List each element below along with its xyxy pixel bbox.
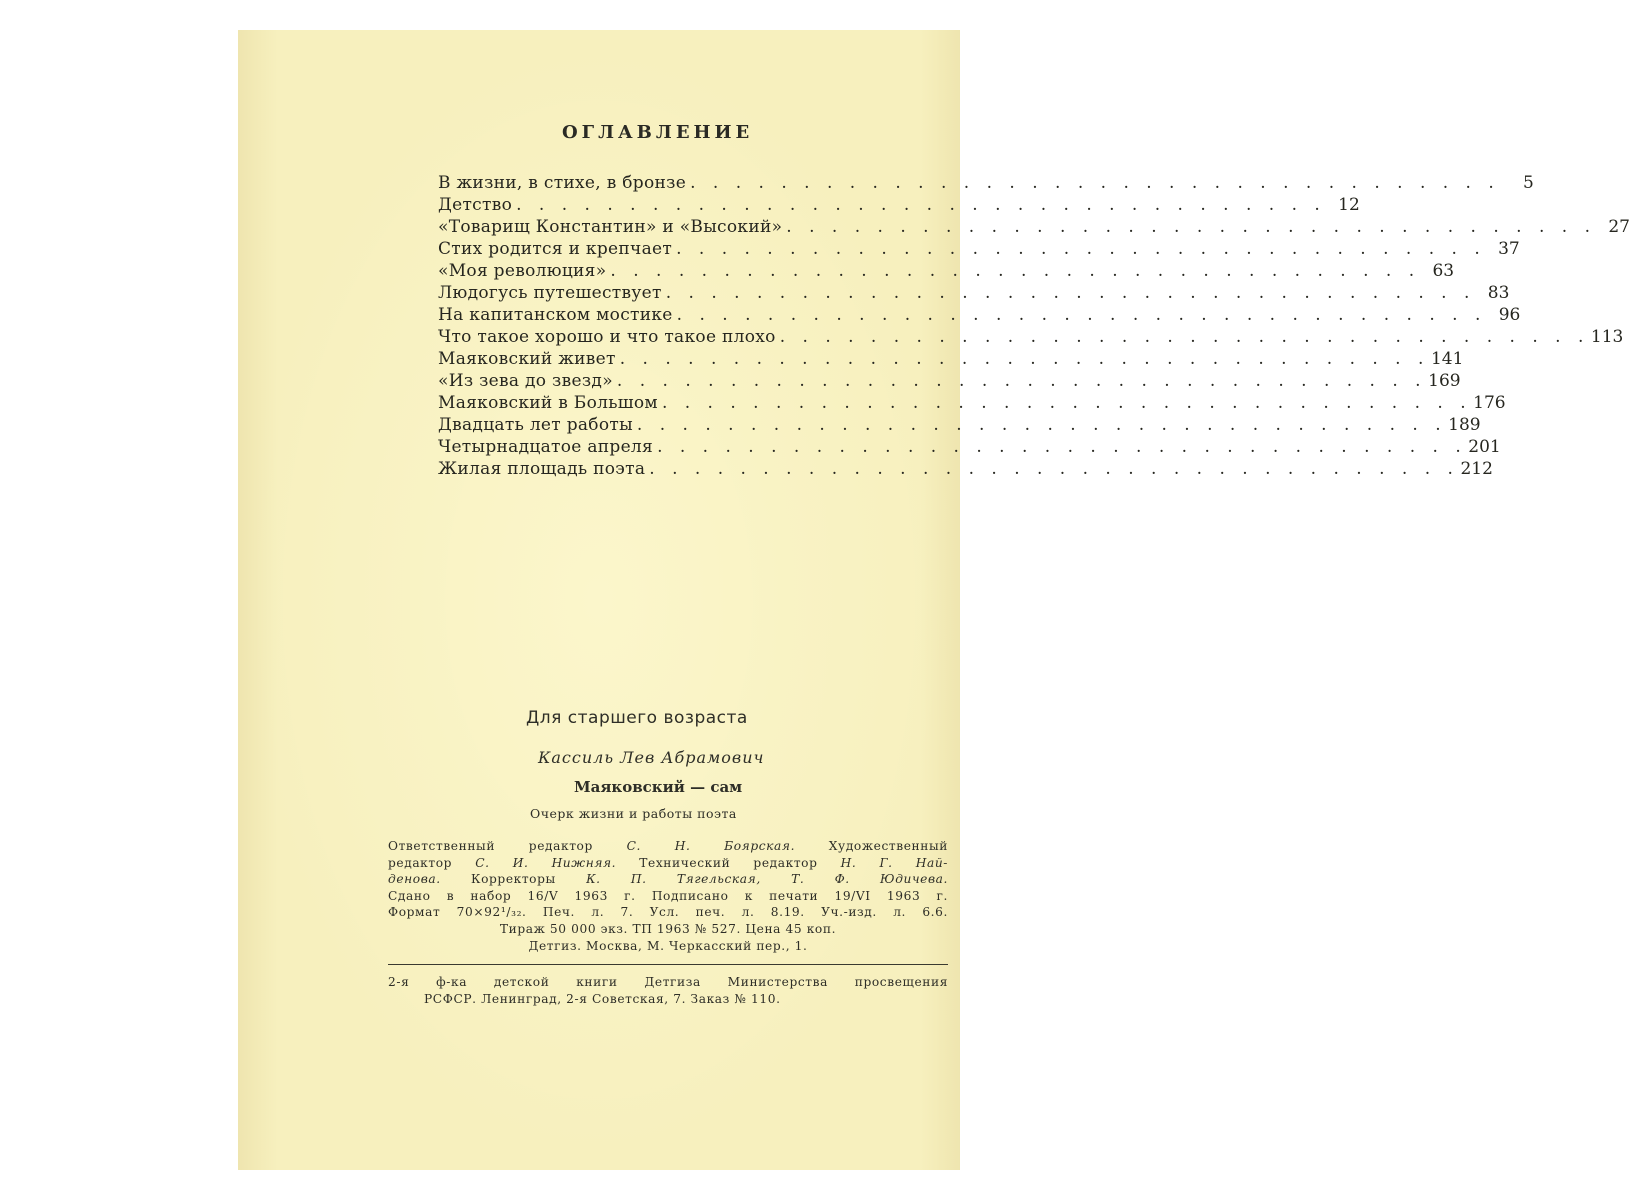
toc-entry-page: 141: [1430, 349, 1464, 369]
toc-entry-title: Стих родится и крепчает: [438, 239, 673, 259]
toc-entry-page: 27: [1608, 217, 1630, 237]
credits-line: Тираж 50 000 экз. ТП 1963 № 527. Цена 45 коп.: [499, 921, 837, 936]
credits-line: Детгиз. Москва, М. Черкасский пер., 1.: [528, 938, 808, 953]
toc-entry-page: 12: [1338, 195, 1360, 215]
printer-line: РСФСР. Ленинград, 2-я Советская, 7. Заказ № 110.: [424, 991, 781, 1006]
toc-entry-page: 5: [1522, 173, 1534, 193]
toc-entry: [438, 260, 1455, 282]
book-title: Маяковский — сам: [574, 778, 743, 796]
toc-dot-leader: . . . . . . . . . . . . . . . . . . . . . . . . . . . . . . . . . . . .: [676, 239, 1486, 259]
toc-entry-page: 63: [1432, 261, 1455, 281]
toc-entry: [438, 238, 1520, 260]
toc-entry: [438, 392, 1506, 414]
toc-dot-leader: . . . . . . . . . . . . . . . . . . . . . . . . . . . . . . . . . . . .: [516, 195, 1326, 215]
toc-entry: [438, 282, 1510, 304]
toc-entry: [438, 414, 1481, 436]
toc-entry: [438, 172, 1534, 194]
toc-entry-title: В жизни, в стихе, в бронзе: [438, 173, 687, 193]
credits-line: Ответственный редактор С. Н. Боярская. Художественный: [388, 839, 948, 853]
table-of-contents: [438, 172, 1630, 480]
book-page: [238, 30, 1630, 1170]
toc-entry: [438, 370, 1461, 392]
toc-entry: [438, 436, 1501, 458]
toc-entry-title: Маяковский в Большом: [438, 393, 658, 413]
toc-entry-page: 189: [1448, 415, 1481, 435]
toc-dot-leader: . . . . . . . . . . . . . . . . . . . . . . . . . . . . . . . . . . . .: [661, 393, 1472, 413]
toc-entry-page: 113: [1590, 327, 1624, 347]
toc-dot-leader: . . . . . . . . . . . . . . . . . . . . . . . . . . . . . . . . . . . .: [610, 261, 1421, 281]
toc-entry-title: «Из зева до звезд»: [438, 371, 613, 391]
toc-dot-leader: . . . . . . . . . . . . . . . . . . . . . . . . . . . . . . . . . . . .: [690, 173, 1500, 193]
toc-entry-title: Что такое хорошо и что такое плохо: [438, 327, 776, 347]
toc-entry-title: «Моя революция»: [438, 261, 607, 281]
audience-label: Для старшего возраста: [526, 708, 748, 728]
printer-info: [388, 974, 948, 1007]
toc-entry-title: «Товарищ Константин» и «Высокий»: [438, 217, 783, 237]
credits-line: редактор С. И. Нижняя. Технический редактор Н. Г. Най-: [388, 855, 949, 870]
toc-dot-leader: . . . . . . . . . . . . . . . . . . . . . . . . . . . . . . . . . . . .: [619, 349, 1430, 369]
toc-entry: [438, 194, 1360, 216]
author-name: Кассиль Лев Абрамович: [538, 748, 765, 767]
credits-line: денова. Корректоры К. П. Тягельская, Т. Ф. Юдичева.: [388, 872, 949, 887]
credits-line: Формат 70×92¹/₃₂. Печ. л. 7. Усл. печ. л. 8.19. Уч.-изд. л. 6.6.: [388, 905, 948, 920]
toc-dot-leader: . . . . . . . . . . . . . . . . . . . . . . . . . . . . . . . . . . . .: [779, 327, 1590, 347]
toc-entry-page: 96: [1498, 305, 1521, 325]
toc-heading: ОГЛАВЛЕНИЕ: [562, 122, 754, 143]
toc-entry-page: 212: [1460, 459, 1493, 479]
toc-dot-leader: . . . . . . . . . . . . . . . . . . . . . . . . . . . . . . . . . . . .: [676, 305, 1487, 325]
toc-dot-leader: . . . . . . . . . . . . . . . . . . . . . . . . . . . . . . . . . . . .: [649, 459, 1459, 479]
publication-credits: [388, 838, 948, 954]
toc-entry-title: На капитанском мостике: [438, 305, 673, 325]
toc-entry-title: Маяковский живет: [438, 349, 616, 369]
credits-line: Сдано в набор 16/V 1963 г. Подписано к печати 19/VI 1963 г.: [388, 888, 948, 903]
toc-entry-title: Четырнадцатое апреля: [438, 437, 654, 457]
toc-entry: [438, 216, 1630, 238]
toc-entry: [438, 304, 1521, 326]
toc-entry-title: Двадцать лет работы: [438, 415, 633, 435]
printer-line: 2-я ф-ка детской книги Детгиза Министерства просвещения: [388, 975, 948, 989]
toc-entry: [438, 458, 1493, 480]
book-subtitle: Очерк жизни и работы поэта: [530, 806, 737, 821]
toc-dot-leader: . . . . . . . . . . . . . . . . . . . . . . . . . . . . . . . . . . . .: [786, 217, 1596, 237]
toc-entry-page: 176: [1473, 393, 1506, 413]
toc-entry-page: 201: [1468, 437, 1501, 457]
toc-entry: [438, 348, 1464, 370]
toc-entry: [438, 326, 1624, 348]
divider-rule: [388, 964, 948, 965]
toc-dot-leader: . . . . . . . . . . . . . . . . . . . . . . . . . . . . . . . . . . . .: [665, 283, 1476, 303]
toc-entry-page: 169: [1428, 371, 1461, 391]
toc-entry-title: Людогусь путешествует: [438, 283, 662, 303]
toc-dot-leader: . . . . . . . . . . . . . . . . . . . . . . . . . . . . . . . . . . . .: [636, 415, 1447, 435]
toc-dot-leader: . . . . . . . . . . . . . . . . . . . . . . . . . . . . . . . . . . . .: [616, 371, 1427, 391]
toc-entry-page: 37: [1498, 239, 1520, 259]
toc-entry-title: Жилая площадь поэта: [438, 459, 646, 479]
toc-entry-page: 83: [1487, 283, 1510, 303]
toc-dot-leader: . . . . . . . . . . . . . . . . . . . . . . . . . . . . . . . . . . . .: [657, 437, 1467, 457]
toc-entry-title: Детство: [438, 195, 513, 215]
